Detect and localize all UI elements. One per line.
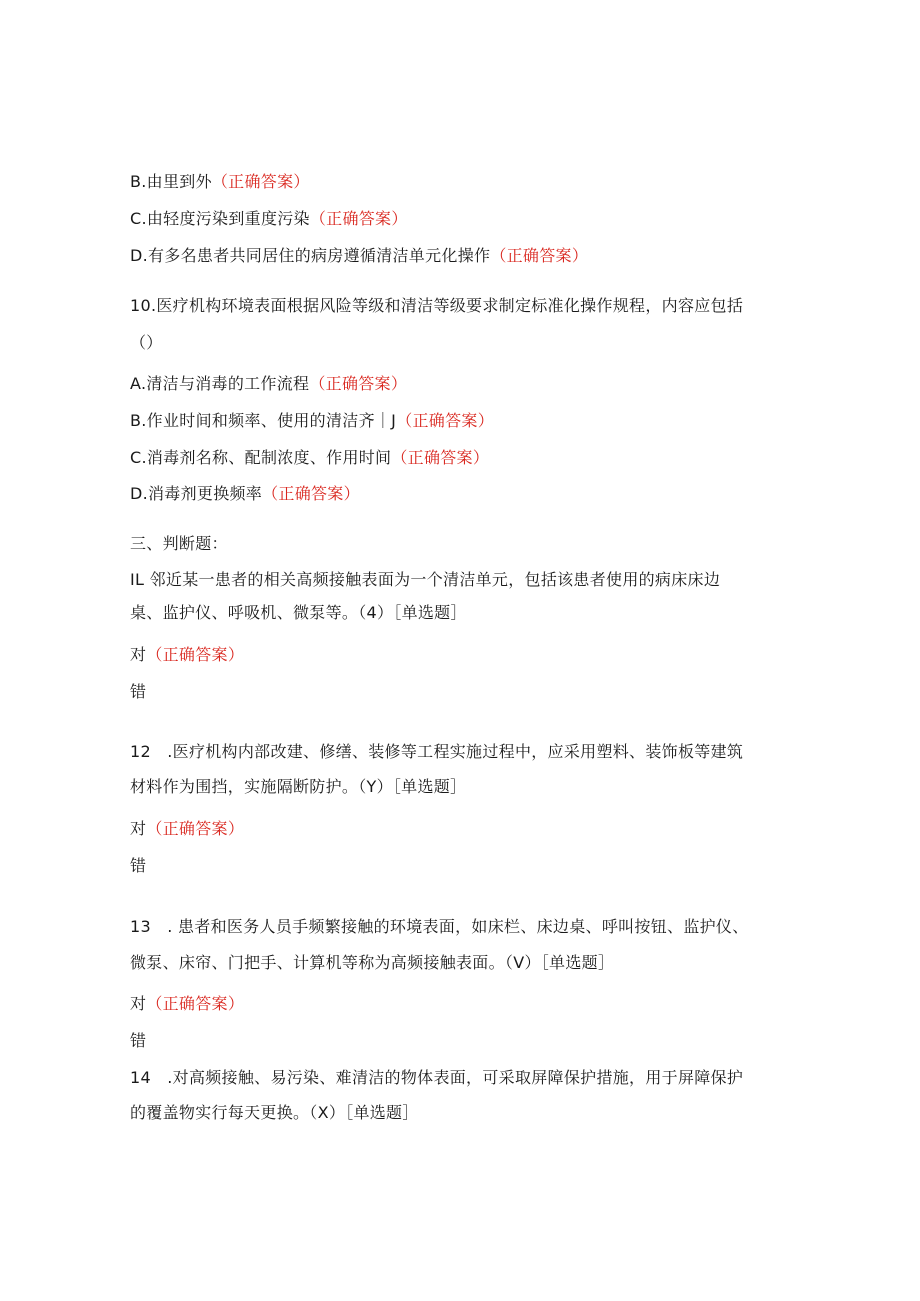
option-text: 对 — [130, 819, 147, 838]
q9-option-b — [130, 170, 310, 194]
q14-stem-line1: 14 .对高频接触、易污染、难清洁的物体表面，可采取屏障保护措施，用于屏障保护 — [130, 1068, 744, 1087]
correct-answer-mark: （正确答案） — [211, 172, 310, 191]
q9-option-d — [130, 244, 588, 268]
correct-answer-mark: （正确答案） — [309, 374, 408, 393]
q12-stem-line2: 材料作为围挡，实施隔断防护。（Y）［单选题］ — [130, 777, 467, 796]
option-text: B.作业时间和频率、使用的清洁齐｜J — [130, 411, 397, 430]
q12-option-true — [130, 817, 244, 841]
option-text: C.消毒剂名称、配制浓度、作用时间 — [130, 448, 392, 467]
q11-option-true — [130, 643, 244, 667]
correct-answer-mark: （正确答案） — [309, 209, 408, 228]
correct-answer-mark: （正确答案） — [262, 484, 360, 503]
q11-option-false: 错 — [130, 682, 147, 701]
correct-answer-mark: （正确答案） — [146, 994, 245, 1013]
correct-answer-mark: （正确答案） — [490, 246, 589, 265]
q13-option-true — [130, 992, 244, 1016]
correct-answer-mark: （正确答案） — [146, 819, 245, 838]
option-text: B.由里到外 — [130, 172, 212, 191]
q10-option-b — [130, 409, 494, 433]
q13-stem-line2: 微泵、床帘、门把手、计算机等称为高频接触表面。（V）［单选题］ — [130, 953, 615, 972]
correct-answer-mark: （正确答案） — [146, 645, 245, 664]
option-text: D.消毒剂更换频率 — [130, 484, 263, 503]
q10-option-a — [130, 372, 407, 396]
section-title: 三、判断题： — [130, 534, 228, 553]
option-text: C.由轻度污染到重度污染 — [130, 209, 310, 228]
correct-answer-mark: （正确答案） — [396, 411, 494, 430]
q10-stem-line2: （） — [130, 333, 163, 352]
q10-option-c — [130, 446, 489, 470]
q9-option-c — [130, 207, 408, 231]
q10-stem-line1: 10.医疗机构环境表面根据风险等级和清洁等级要求制定标准化操作规程，内容应包括 — [130, 296, 744, 315]
q11-stem-line2: 桌、监护仪、呼吸机、微泵等。（4）［单选题］ — [130, 603, 467, 622]
option-text: A.清洁与消毒的工作流程 — [130, 374, 310, 393]
option-text: 对 — [130, 645, 147, 664]
correct-answer-mark: （正确答案） — [391, 448, 490, 467]
q13-stem-line1: 13 . 患者和医务人员手频繁接触的环境表面，如床栏、床边桌、呼叫按钮、监护仪、 — [130, 917, 749, 936]
q11-stem-line1: IL 邻近某一患者的相关高频接触表面为一个清洁单元，包括该患者使用的病床床边 — [130, 570, 721, 589]
q10-option-d — [130, 482, 360, 506]
option-text: 对 — [130, 994, 147, 1013]
q13-option-false: 错 — [130, 1031, 147, 1050]
q12-stem-line1: 12 .医疗机构内部改建、修缮、装修等工程实施过程中，应采用塑料、装饰板等建筑 — [130, 742, 744, 761]
q12-option-false: 错 — [130, 856, 147, 875]
option-text: D.有多名患者共同居住的病房遵循清洁单元化操作 — [130, 246, 491, 265]
q14-stem-line2: 的覆盖物实行每天更换。（X）［单选题］ — [130, 1103, 419, 1122]
